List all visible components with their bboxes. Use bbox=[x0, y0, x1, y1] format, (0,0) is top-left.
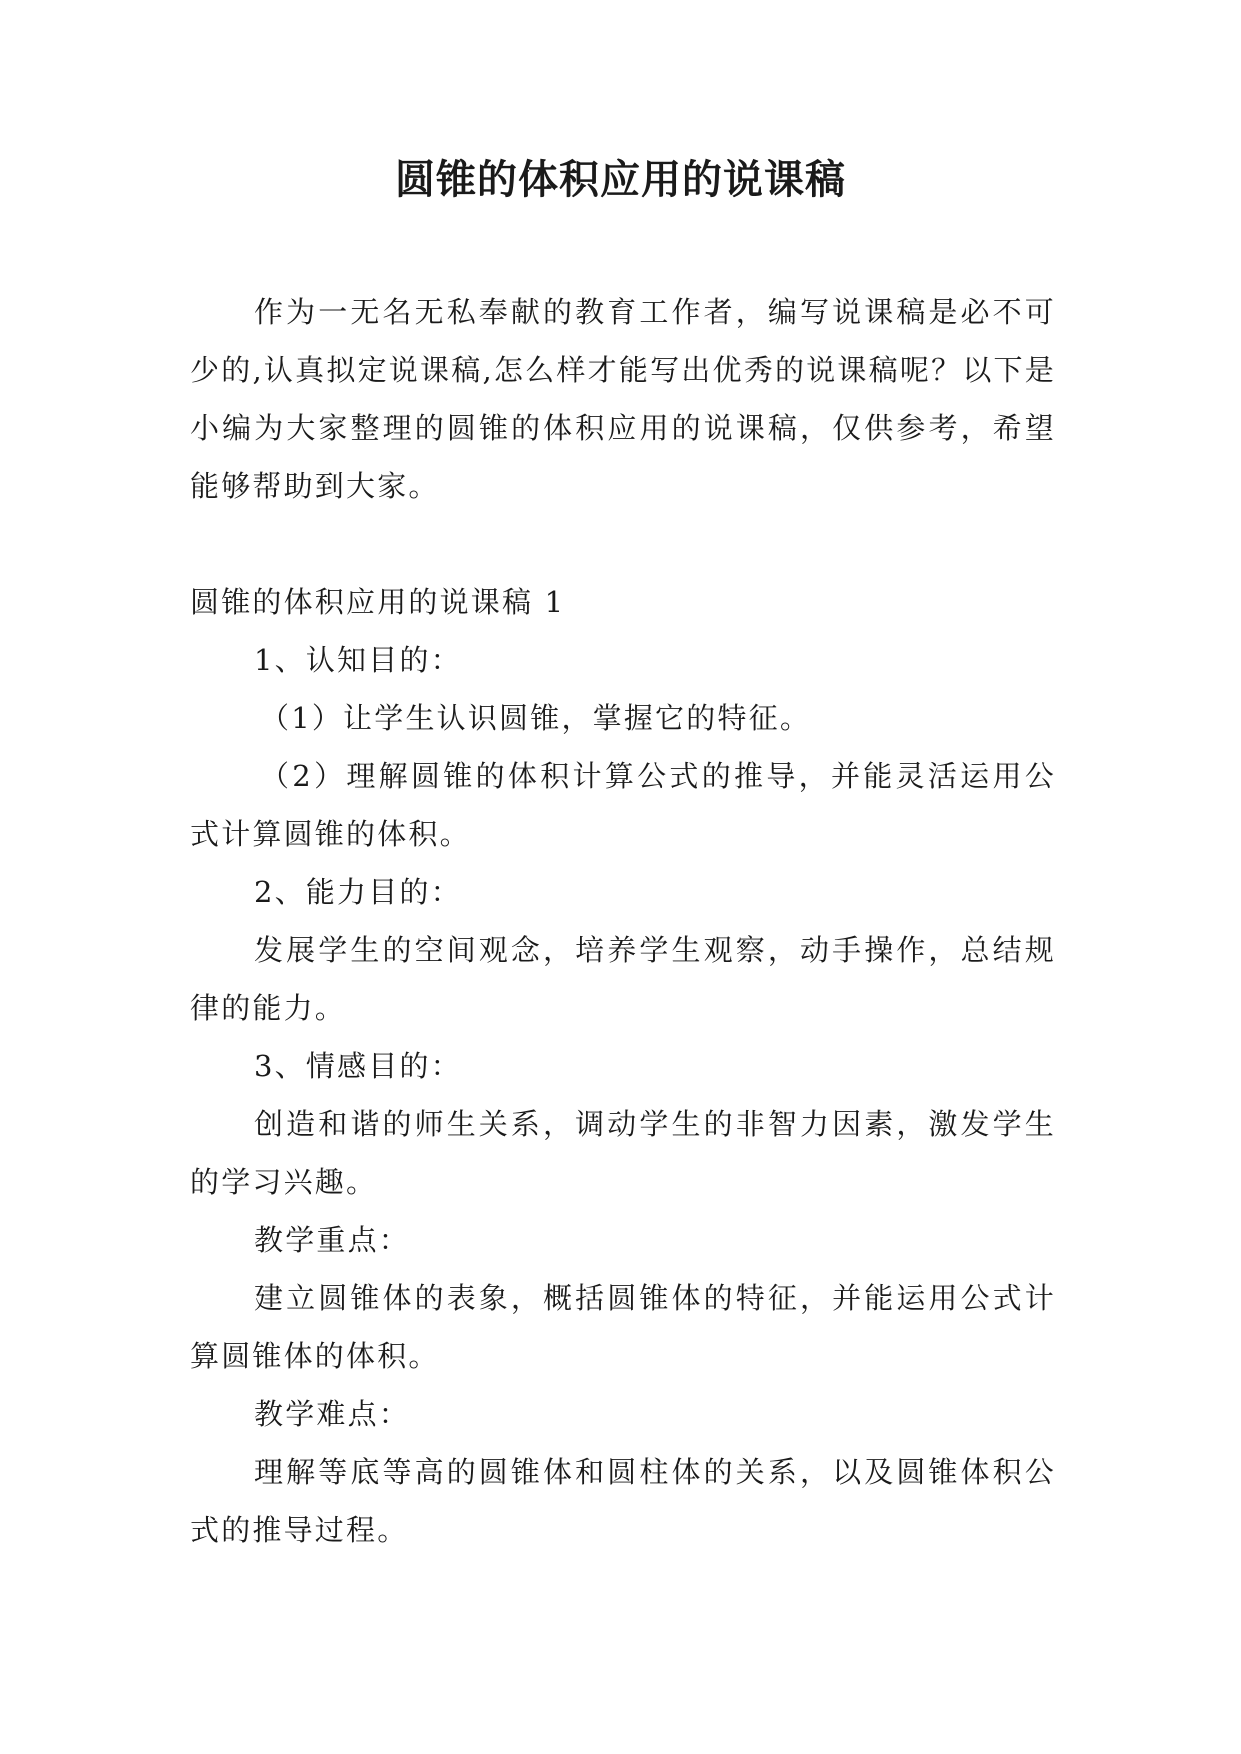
intro-paragraph: 作为一无名无私奉献的教育工作者，编写说课稿是必不可少的,认真拟定说课稿,怎么样才能写出优秀的说课稿呢？以下是小编为大家整理的圆锥的体积应用的说课稿，仅供参考，希望能够帮助到大家。 bbox=[190, 295, 1056, 503]
document-body bbox=[190, 283, 1056, 1559]
ability-goal-heading: 2、能力目的： bbox=[254, 875, 462, 909]
teaching-focus-text: 建立圆锥体的表象，概括圆锥体的特征，并能运用公式计算圆锥体的体积。 bbox=[190, 1281, 1056, 1373]
emotional-goal-text: 创造和谐的师生关系，调动学生的非智力因素，激发学生的学习兴趣。 bbox=[190, 1107, 1056, 1199]
cognitive-goal-item-1: （1）让学生认识圆锥，掌握它的特征。 bbox=[260, 701, 812, 735]
teaching-difficulty-heading: 教学难点： bbox=[254, 1397, 411, 1431]
teaching-focus-heading: 教学重点： bbox=[254, 1223, 411, 1257]
cognitive-goal-heading: 1、认知目的： bbox=[254, 643, 462, 677]
teaching-difficulty-text: 理解等底等高的圆锥体和圆柱体的关系，以及圆锥体积公式的推导过程。 bbox=[190, 1455, 1056, 1547]
document-title: 圆锥的体积应用的说课稿 bbox=[395, 157, 846, 203]
paragraph-gap bbox=[190, 515, 1056, 573]
cognitive-goal-item-2: （2）理解圆锥的体积计算公式的推导，并能灵活运用公式计算圆锥的体积。 bbox=[190, 759, 1056, 851]
emotional-goal-heading: 3、情感目的： bbox=[254, 1049, 462, 1083]
section-title: 圆锥的体积应用的说课稿 1 bbox=[190, 585, 566, 619]
ability-goal-text: 发展学生的空间观念，培养学生观察，动手操作，总结规律的能力。 bbox=[190, 933, 1056, 1025]
